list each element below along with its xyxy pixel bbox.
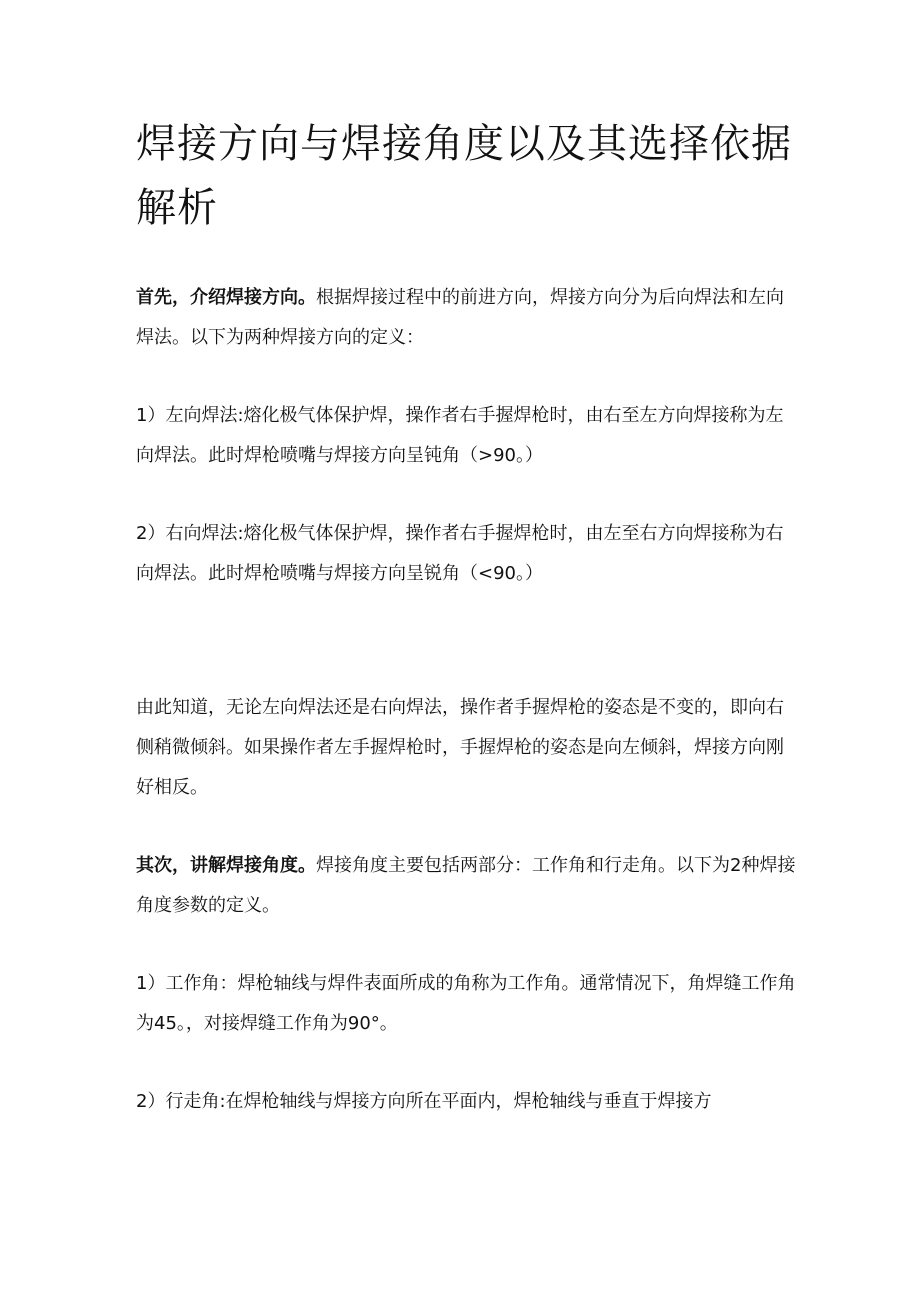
paragraph-text: 由此知道，无论左向焊法还是右向焊法，操作者手握焊枪的姿态是不变的，即向右侧稍微倾斜。如果操作者左手握焊枪时，手握焊枪的姿态是向左倾斜，焊接方向刚好相反。 bbox=[136, 697, 784, 798]
paragraph-text: 2）行走角:在焊枪轴线与焊接方向所在平面内，焊枪轴线与垂直于焊接方 bbox=[136, 1091, 712, 1112]
document-page bbox=[136, 112, 796, 1160]
paragraph-text: 焊接角度主要包括两部分：工作角和行走角。以下为2种焊接角度参数的定义。 bbox=[136, 855, 796, 916]
paragraph-text: 1）左向焊法:熔化极气体保护焊，操作者右手握焊枪时，由右至左方向焊接称为左向焊法。此时焊枪喷嘴与焊接方向呈钝角（>90。） bbox=[136, 405, 784, 466]
paragraph-text: 根据焊接过程中的前进方向，焊接方向分为后向焊法和左向焊法。以下为两种焊接方向的定义： bbox=[136, 287, 784, 348]
paragraph-travel-angle bbox=[136, 1082, 796, 1122]
paragraph-text: 1）工作角：焊枪轴线与焊件表面所成的角称为工作角。通常情况下，角焊缝工作角为45。，对接焊缝工作角为90°。 bbox=[136, 973, 796, 1034]
paragraph-lead: 首先，介绍焊接方向。 bbox=[136, 287, 316, 308]
paragraph-work-angle bbox=[136, 964, 796, 1044]
paragraph-welding-direction-intro bbox=[136, 278, 796, 358]
document-title: 焊接方向与焊接角度以及其选择依据解析 bbox=[136, 121, 792, 231]
paragraph-lead: 其次，讲解焊接角度。 bbox=[136, 855, 316, 876]
paragraph-text: 2）右向焊法:熔化极气体保护焊，操作者右手握焊枪时，由左至右方向焊接称为右向焊法。此时焊枪喷嘴与焊接方向呈锐角（<90。） bbox=[136, 523, 784, 584]
paragraph-right-welding bbox=[136, 514, 796, 594]
paragraph-welding-angle-intro bbox=[136, 846, 796, 926]
paragraph-conclusion bbox=[136, 688, 796, 808]
paragraph-left-welding bbox=[136, 396, 796, 476]
